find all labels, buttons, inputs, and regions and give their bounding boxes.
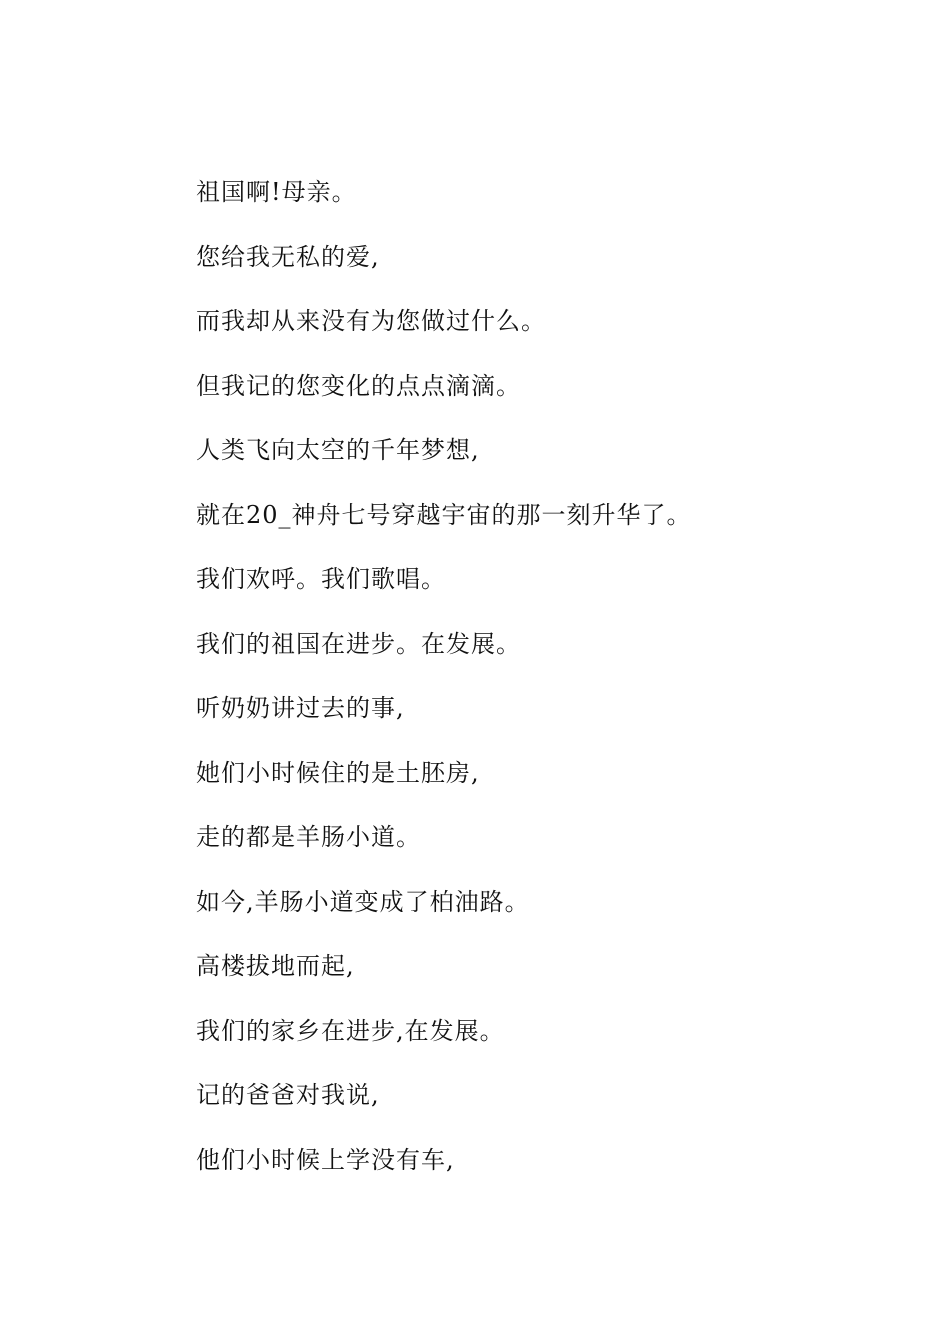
text-line: 我们的家乡在进步,在发展。 [196, 1016, 505, 1045]
text-line: 但我记的您变化的点点滴滴。 [196, 371, 521, 400]
text-line: 他们小时候上学没有车, [196, 1145, 455, 1174]
text-line: 您给我无私的爱, [196, 242, 380, 271]
poem-text [196, 170, 896, 1202]
text-line: 听奶奶讲过去的事, [196, 694, 405, 722]
text-line: 高楼拔地而起, [196, 952, 355, 980]
text-line: 记的爸爸对我说, [196, 1081, 380, 1109]
text-line: 她们小时候住的是土胚房, [196, 758, 480, 787]
text-line: 我们欢呼。我们歌唱。 [196, 565, 446, 593]
text-line: 走的都是羊肠小道。 [196, 823, 421, 851]
text-line: 祖国啊!母亲。 [196, 178, 357, 206]
text-line: 如今,羊肠小道变成了柏油路。 [196, 887, 530, 916]
text-line: 就在20_神舟七号穿越宇宙的那一刻升华了。 [196, 500, 692, 529]
text-line: 而我却从来没有为您做过什么。 [196, 307, 546, 335]
text-line: 人类飞向太空的千年梦想, [196, 436, 480, 464]
text-line: 我们的祖国在进步。在发展。 [196, 629, 521, 658]
